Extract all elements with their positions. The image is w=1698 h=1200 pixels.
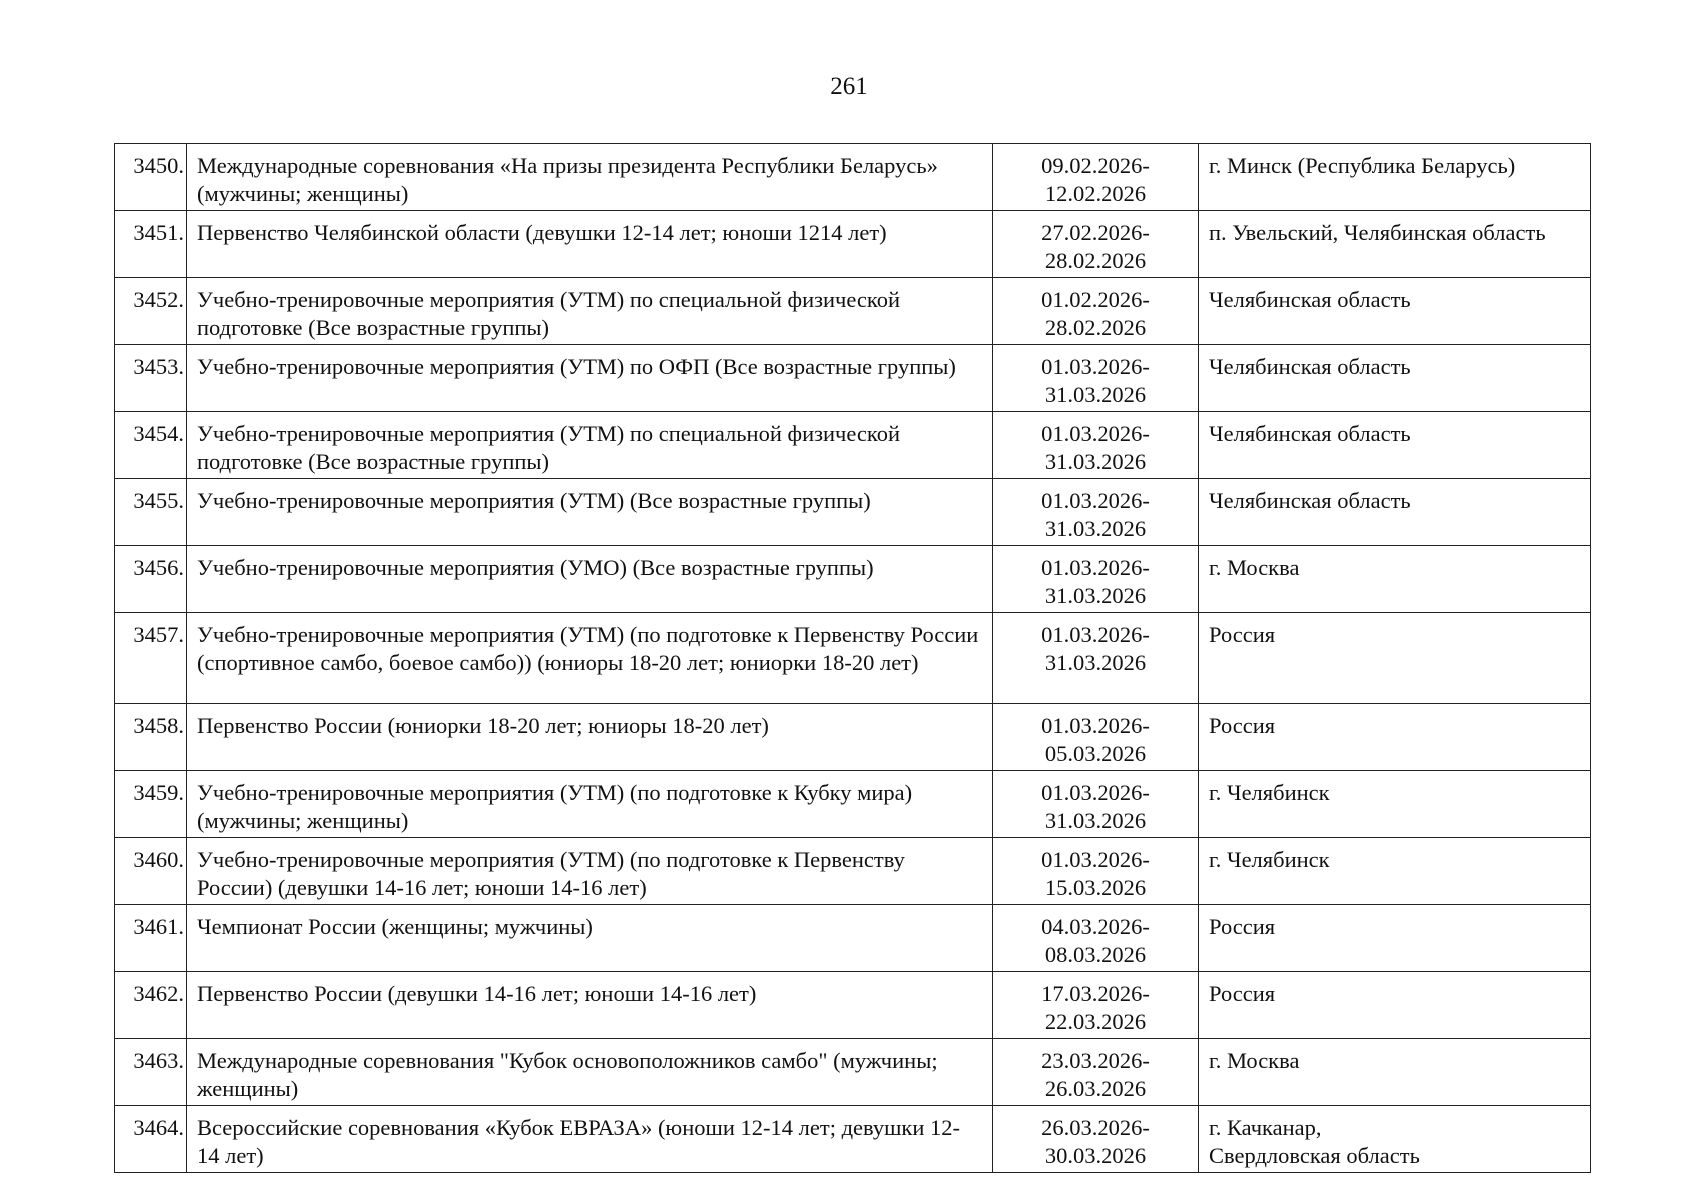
row-number: 3459.	[115, 771, 187, 838]
date-start: 01.03.2026-	[1041, 622, 1150, 647]
date-start: 01.03.2026-	[1041, 847, 1150, 872]
location-line: Свердловская область	[1209, 1143, 1420, 1168]
date-start: 17.03.2026-	[1041, 981, 1150, 1006]
event-name: Всероссийские соревнования «Кубок ЕВРАЗА» (юноши 12-14 лет; девушки 12-14 лет)	[187, 1106, 993, 1173]
event-location	[1199, 771, 1591, 838]
event-name: Первенство России (девушки 14-16 лет; юноши 14-16 лет)	[187, 972, 993, 1039]
event-dates	[993, 345, 1199, 412]
date-start: 01.03.2026-	[1041, 488, 1150, 513]
table-row	[115, 144, 1591, 211]
row-number: 3453.	[115, 345, 187, 412]
event-location	[1199, 1039, 1591, 1106]
row-number: 3457.	[115, 613, 187, 704]
date-start: 01.03.2026-	[1041, 421, 1150, 446]
events-table	[114, 143, 1591, 1173]
table-row	[115, 546, 1591, 613]
event-dates	[993, 546, 1199, 613]
date-end: 08.03.2026	[1044, 942, 1147, 967]
location-line: г. Качканар,	[1209, 1115, 1322, 1140]
event-name: Учебно-тренировочные мероприятия (УТМ) (по подготовке к Кубку мира) (мужчины; женщины)	[187, 771, 993, 838]
event-name: Учебно-тренировочные мероприятия (УТМ) (по подготовке к Первенству России (спортивное самбо, боевое самбо)) (юниоры 18-20 лет; юниорки 18-20 лет)	[187, 613, 993, 704]
table-row	[115, 771, 1591, 838]
event-dates	[993, 613, 1199, 704]
event-location	[1199, 704, 1591, 771]
event-dates	[993, 412, 1199, 479]
date-end: 31.03.2026	[1044, 583, 1147, 608]
date-start: 01.03.2026-	[1041, 780, 1150, 805]
event-name: Учебно-тренировочные мероприятия (УМО) (Все возрастные группы)	[187, 546, 993, 613]
row-number: 3452.	[115, 278, 187, 345]
event-name: Международные соревнования "Кубок основоположников самбо" (мужчины; женщины)	[187, 1039, 993, 1106]
table-row	[115, 1039, 1591, 1106]
date-start: 01.02.2026-	[1041, 287, 1150, 312]
table-row	[115, 704, 1591, 771]
location-line: г. Челябинск	[1209, 780, 1330, 805]
date-start: 26.03.2026-	[1041, 1115, 1150, 1140]
date-start: 01.03.2026-	[1041, 713, 1150, 738]
row-number: 3451.	[115, 211, 187, 278]
event-location	[1199, 1106, 1591, 1173]
table-row	[115, 905, 1591, 972]
table-row	[115, 412, 1591, 479]
event-dates	[993, 479, 1199, 546]
date-start: 01.03.2026-	[1041, 555, 1150, 580]
table-row	[115, 972, 1591, 1039]
location-line: Россия	[1209, 981, 1276, 1006]
location-line: Россия	[1209, 622, 1276, 647]
date-start: 09.02.2026-	[1041, 153, 1150, 178]
table-row	[115, 838, 1591, 905]
row-number: 3455.	[115, 479, 187, 546]
row-number: 3454.	[115, 412, 187, 479]
location-line: г. Минск (Республика Беларусь)	[1209, 153, 1516, 178]
row-number: 3461.	[115, 905, 187, 972]
date-end: 12.02.2026	[1044, 181, 1147, 206]
table-row	[115, 211, 1591, 278]
location-line: п. Увельский, Челябинская область	[1209, 220, 1546, 245]
location-line: г. Челябинск	[1209, 847, 1330, 872]
location-line: г. Москва	[1209, 555, 1300, 580]
event-dates	[993, 972, 1199, 1039]
date-end: 31.03.2026	[1044, 808, 1147, 833]
event-dates	[993, 211, 1199, 278]
date-end: 15.03.2026	[1044, 875, 1147, 900]
event-dates	[993, 1106, 1199, 1173]
event-name: Учебно-тренировочные мероприятия (УТМ) по ОФП (Все возрастные группы)	[187, 345, 993, 412]
events-table-body	[115, 144, 1591, 1173]
location-line: Челябинская область	[1209, 287, 1411, 312]
date-end: 30.03.2026	[1044, 1143, 1147, 1168]
event-location	[1199, 211, 1591, 278]
event-location	[1199, 972, 1591, 1039]
date-end: 05.03.2026	[1044, 741, 1147, 766]
row-number: 3450.	[115, 144, 187, 211]
event-dates	[993, 704, 1199, 771]
table-row	[115, 1106, 1591, 1173]
date-start: 23.03.2026-	[1041, 1048, 1150, 1073]
date-start: 04.03.2026-	[1041, 914, 1150, 939]
event-name: Учебно-тренировочные мероприятия (УТМ) (по подготовке к Первенству России) (девушки 14-16 лет; юноши 14-16 лет)	[187, 838, 993, 905]
event-location	[1199, 278, 1591, 345]
event-location	[1199, 613, 1591, 704]
date-start: 01.03.2026-	[1041, 354, 1150, 379]
event-dates	[993, 905, 1199, 972]
date-end: 31.03.2026	[1044, 650, 1147, 675]
table-row	[115, 479, 1591, 546]
event-location	[1199, 838, 1591, 905]
date-end: 31.03.2026	[1044, 516, 1147, 541]
row-number: 3462.	[115, 972, 187, 1039]
event-name: Первенство России (юниорки 18-20 лет; юниоры 18-20 лет)	[187, 704, 993, 771]
event-location	[1199, 479, 1591, 546]
row-number: 3456.	[115, 546, 187, 613]
event-dates	[993, 144, 1199, 211]
event-dates	[993, 278, 1199, 345]
event-name: Первенство Челябинской области (девушки 12-14 лет; юноши 1214 лет)	[187, 211, 993, 278]
row-number: 3464.	[115, 1106, 187, 1173]
location-line: г. Москва	[1209, 1048, 1300, 1073]
location-line: Россия	[1209, 713, 1276, 738]
row-number: 3460.	[115, 838, 187, 905]
date-end: 28.02.2026	[1044, 315, 1147, 340]
location-line: Челябинская область	[1209, 488, 1411, 513]
table-row	[115, 613, 1591, 704]
event-location	[1199, 546, 1591, 613]
event-location	[1199, 144, 1591, 211]
row-number: 3458.	[115, 704, 187, 771]
event-name: Учебно-тренировочные мероприятия (УТМ) (Все возрастные группы)	[187, 479, 993, 546]
event-location	[1199, 905, 1591, 972]
location-line: Челябинская область	[1209, 421, 1411, 446]
page-number: 261	[830, 73, 868, 100]
event-name: Учебно-тренировочные мероприятия (УТМ) по специальной физической подготовке (Все возрастные группы)	[187, 278, 993, 345]
event-name: Чемпионат России (женщины; мужчины)	[187, 905, 993, 972]
date-end: 31.03.2026	[1044, 449, 1147, 474]
event-location	[1199, 345, 1591, 412]
event-dates	[993, 838, 1199, 905]
event-dates	[993, 771, 1199, 838]
table-row	[115, 278, 1591, 345]
date-start: 27.02.2026-	[1041, 220, 1150, 245]
date-end: 26.03.2026	[1044, 1076, 1147, 1101]
row-number: 3463.	[115, 1039, 187, 1106]
event-name: Международные соревнования «На призы президента Республики Беларусь» (мужчины; женщины)	[187, 144, 993, 211]
date-end: 22.03.2026	[1044, 1009, 1147, 1034]
event-location	[1199, 412, 1591, 479]
location-line: Россия	[1209, 914, 1276, 939]
event-dates	[993, 1039, 1199, 1106]
table-row	[115, 345, 1591, 412]
location-line: Челябинская область	[1209, 354, 1411, 379]
date-end: 31.03.2026	[1044, 382, 1147, 407]
date-end: 28.02.2026	[1044, 248, 1147, 273]
event-name: Учебно-тренировочные мероприятия (УТМ) по специальной физической подготовке (Все возрастные группы)	[187, 412, 993, 479]
